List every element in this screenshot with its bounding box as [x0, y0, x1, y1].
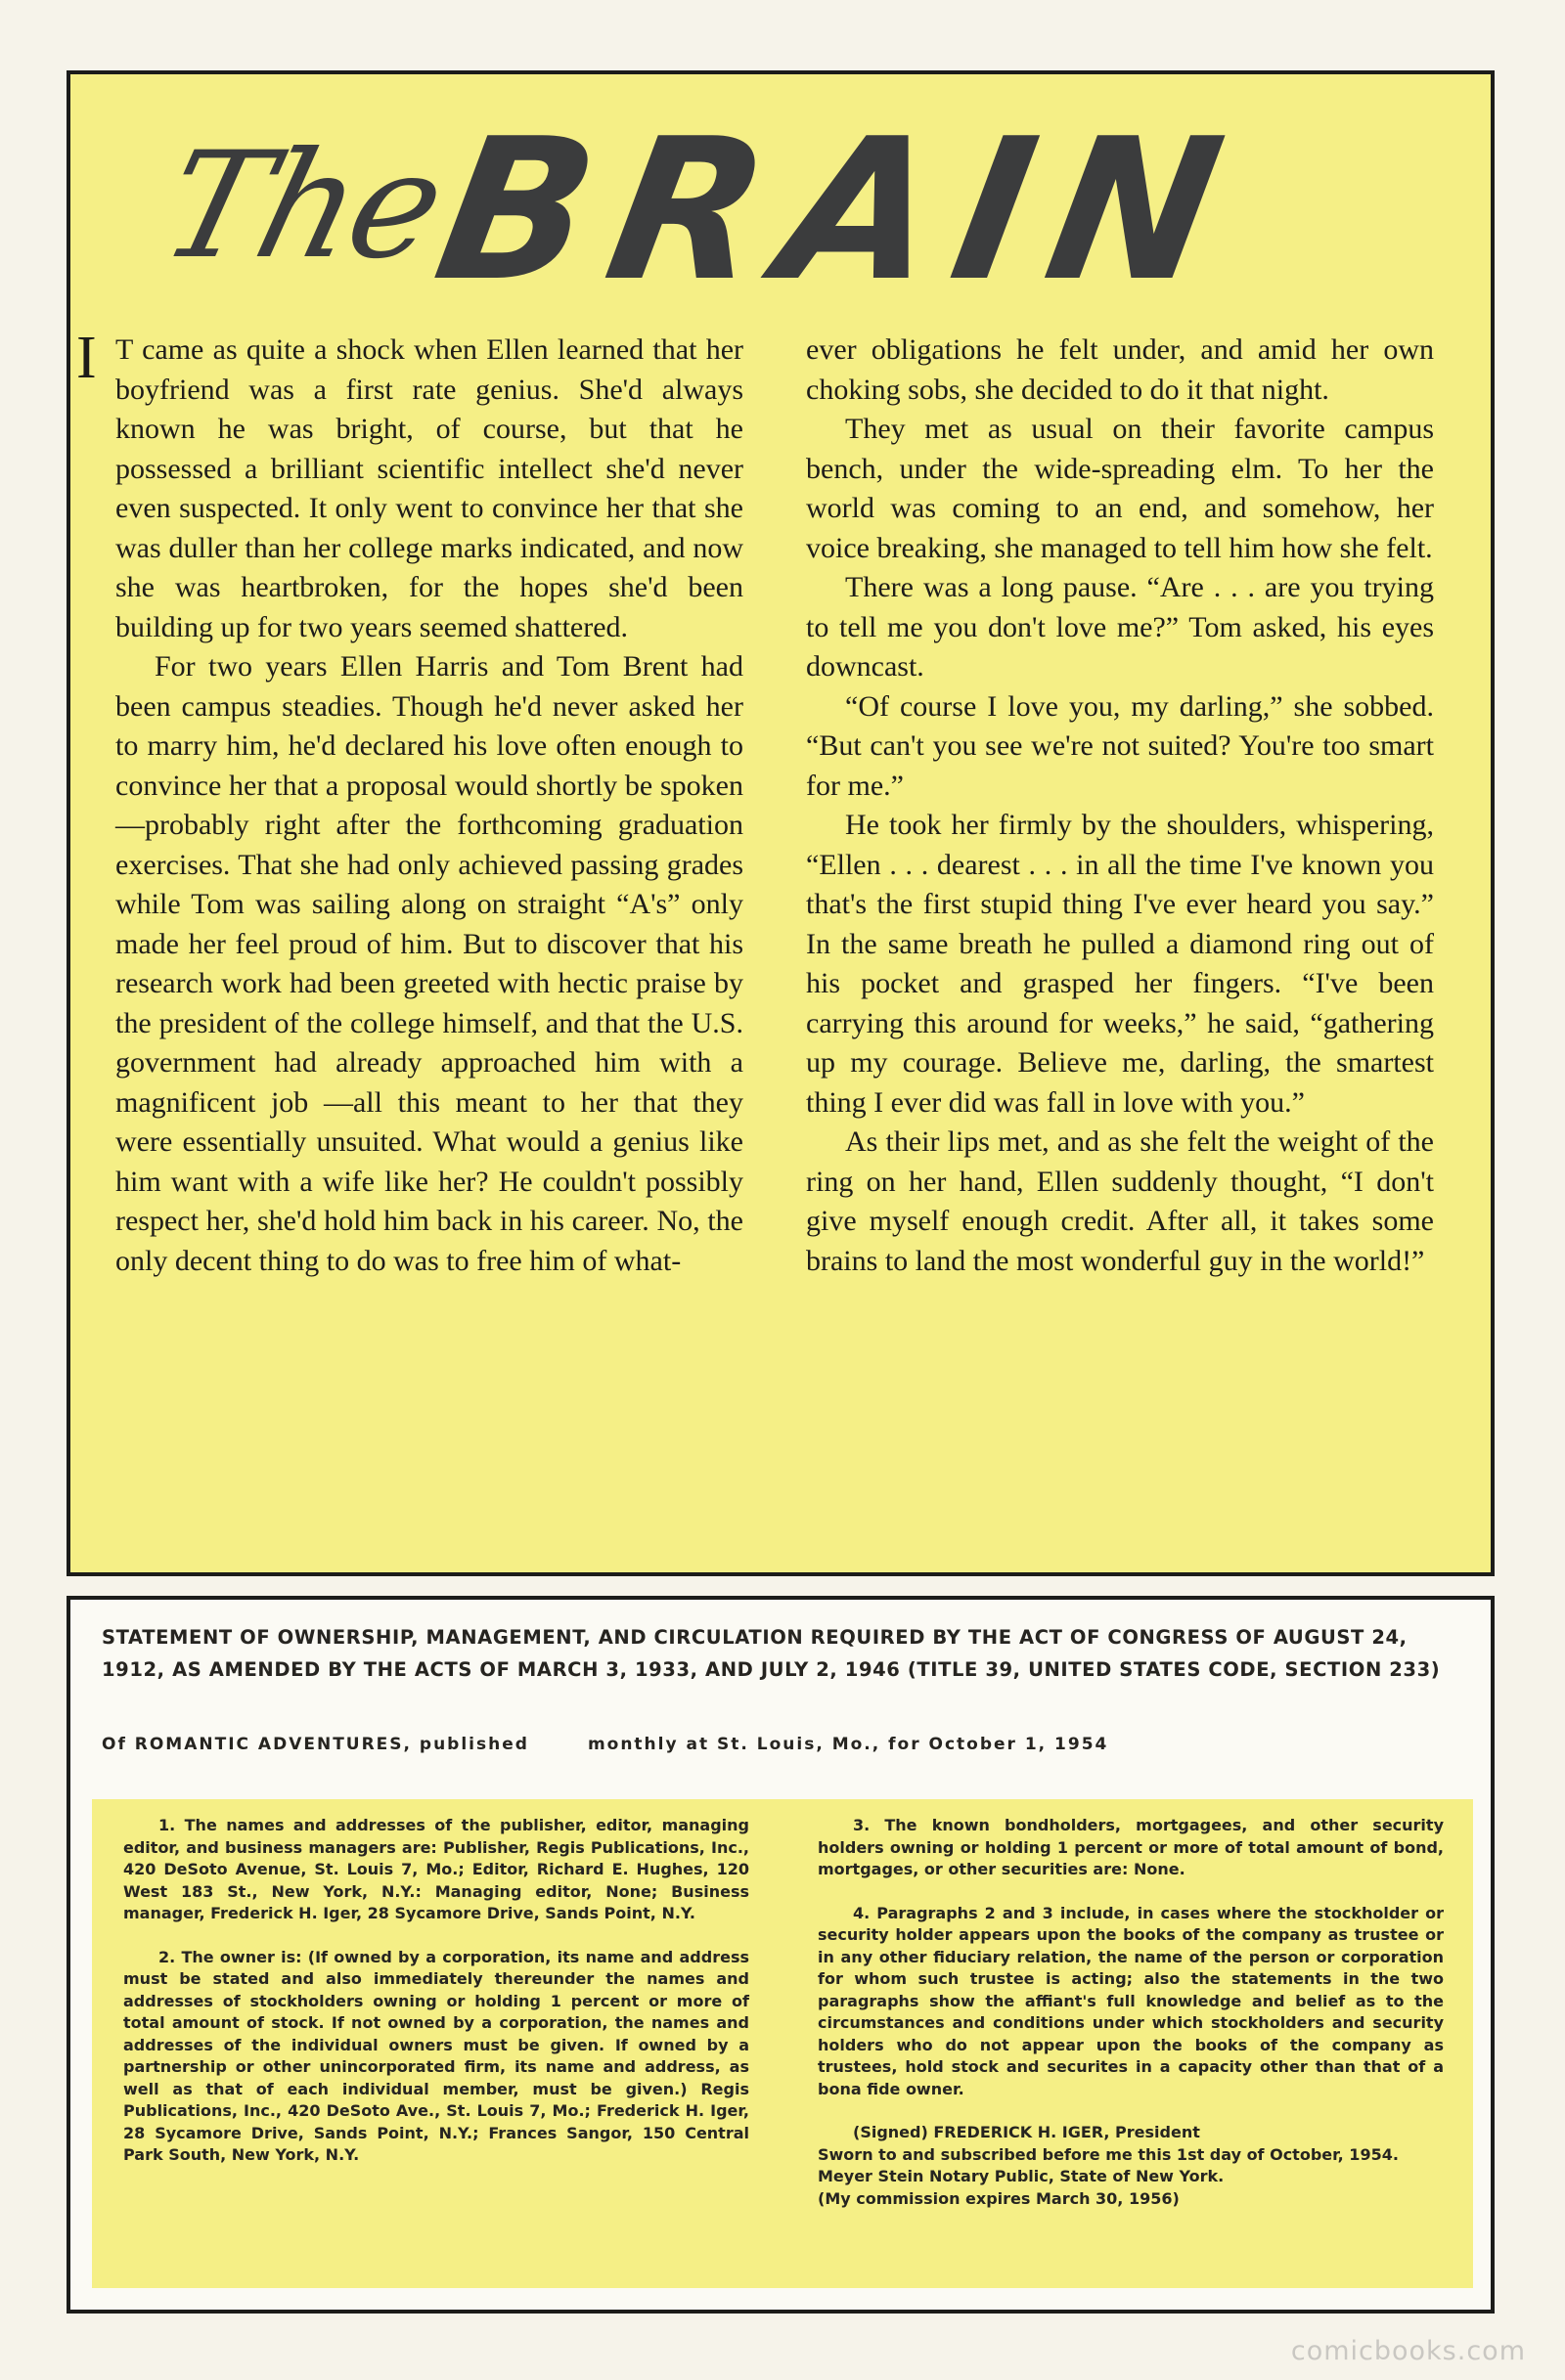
publication-line-right: monthly at St. Louis, Mo., for October 1, 1954 — [587, 1735, 1109, 1754]
story-paragraph: He took her firmly by the shoulders, whispering, “Ellen . . . dearest . . . in all the time I've known you that's the first stupid thing I've ever heard you say.” In the same breath he pulled a diamond ring out of his pocket and grasped her fingers. “I've been carrying this around for weeks,” he said, “gathering up my courage. Believe me, darling, the smartest thing I ever did was fall in love with you.” — [806, 809, 1434, 1119]
story-paragraph: “Of course I love you, my darling,” she sobbed. “But can't you see we're not suited? You're too smart for me.” — [806, 689, 1434, 802]
story-paragraph: As their lips met, and as she felt the weight of the ring on her hand, Ellen suddenly thought, “I don't give myself enough credit. After all, it takes some brains to land the most wonderful guy in the world!” — [806, 1125, 1434, 1277]
commission-line: (My commission expires March 30, 1956) — [818, 2188, 1180, 2208]
story-paragraph: There was a long pause. “Are . . . are you trying to tell me you don't love me?” Tom asked, his eyes downcast. — [806, 571, 1434, 683]
story-left-column — [76, 325, 743, 1281]
notary-line: Meyer Stein Notary Public, State of New York. — [818, 2167, 1225, 2185]
story-right-column — [806, 331, 1434, 1281]
story-paragraph: ever obligations he felt under, and amid her own choking sobs, she decided to do it that night. — [806, 333, 1434, 406]
story-paragraph: I T came as quite a shock when Ellen learned that her boyfriend was a first rate genius. She'd always known he was bright, of course, but that he possessed a brilliant scientific intellect she'd never even suspected. It only went to convince her that she was duller than her college marks indicated, and now she was heartbroken, for the hopes she'd been building up for two years seemed shattered. — [76, 325, 743, 643]
story-panel — [67, 70, 1495, 1576]
signed-line: (Signed) FREDERICK H. IGER, President — [853, 2123, 1200, 2141]
drop-cap: I — [76, 325, 97, 391]
statement-body — [92, 1799, 1473, 2288]
statement-paragraph: 2. The owner is: (If owned by a corporation, its name and address must be stated and also immediately thereunder the names and addresses of stockholders owning or holding 1 percent or more of total amount of stock. If not owned by a corporation, the names and addresses of the individual owners must be given. If owned by a partnership or other unincorporated firm, its name and address, as well as that of each individual member, must be given.) Regis Publications, Inc., 420 DeSoto Ave., St. Louis 7, Mo.; Frederick H. Iger, 28 Sycamore Drive, Sands Point, N.Y.; Frances Sangor, 150 Central Park South, New York, N.Y. — [123, 1947, 749, 2164]
story-paragraph: For two years Ellen Harris and Tom Brent had been campus steadies. Though he'd never asked her to marry him, he'd declared his love often enough to convince her that a proposal would shortly be spoken—probably right after the forthcoming graduation exercises. That she had only achieved passing grades while Tom was sailing along on straight “A's” only made her feel proud of him. But to discover that his research work had been greeted with hectic praise by the president of the college himself, and that the U.S. government had already approached him with a magnificent job —all this meant to her that they were essentially unsuited. What would a genius like him want with a wife like her? He couldn't possibly respect her, she'd hold him back in his career. No, the only decent thing to do was to free him of what- — [115, 650, 743, 1277]
statement-right-column — [818, 1815, 1444, 2210]
statement-left-column — [123, 1815, 749, 2188]
story-paragraph: They met as usual on their favorite campus bench, under the wide-spreading elm. To her the world was coming to an end, and somehow, her voice breaking, she managed to tell him how she felt. — [806, 413, 1434, 564]
watermark: comicbooks.com — [1290, 2336, 1526, 2366]
ownership-statement — [67, 1596, 1495, 2314]
story-title — [70, 94, 1491, 358]
publication-line — [102, 1735, 1471, 1754]
statement-heading: STATEMENT OF OWNERSHIP, MANAGEMENT, AND CIRCULATION REQUIRED BY THE ACT OF CONGRESS OF AUGUST 24, 1912, AS AMENDED BY THE ACTS OF MARCH 3, 1933, AND JULY 2, 1946 (TITLE 39, UNITED STATES CODE, SECTION 233) — [102, 1626, 1441, 1681]
publication-line-left: Of ROMANTIC ADVENTURES, published — [102, 1735, 529, 1754]
title-the: The — [147, 121, 458, 291]
sworn-line: Sworn to and subscribed before me this 1st day of October, 1954. — [818, 2144, 1399, 2164]
title-brain: BRAIN — [422, 97, 1258, 325]
statement-paragraph: 3. The known bondholders, mortgagees, and other security holders owning or holding 1 percent or more of total amount of bond, mortgages, or other securities are: None. — [818, 1816, 1444, 1878]
statement-paragraph: 1. The names and addresses of the publisher, editor, managing editor, and business managers are: Publisher, Regis Publications, Inc., 420 DeSoto Avenue, St. Louis 7, Mo.; Editor, Richard E. Hughes, 120 West 183 St., New York, N.Y.: Managing editor, None; Business manager, Frederick H. Iger, 28 Sycamore Drive, Sands Point, N.Y. — [123, 1816, 749, 1922]
statement-paragraph: 4. Paragraphs 2 and 3 include, in cases where the stockholder or security holder appears upon the books of the company as trustee or in any other fiduciary relation, the name of the person or corporation for whom such trustee is acting; also the statements in the two paragraphs show the affiant's full knowledge and belief as to the circumstances and conditions under which stockholders and security holders who do not appear upon the books of the company as trustees, hold stock and securites in a capacity other than that of a bona fide owner. — [818, 1903, 1444, 2098]
